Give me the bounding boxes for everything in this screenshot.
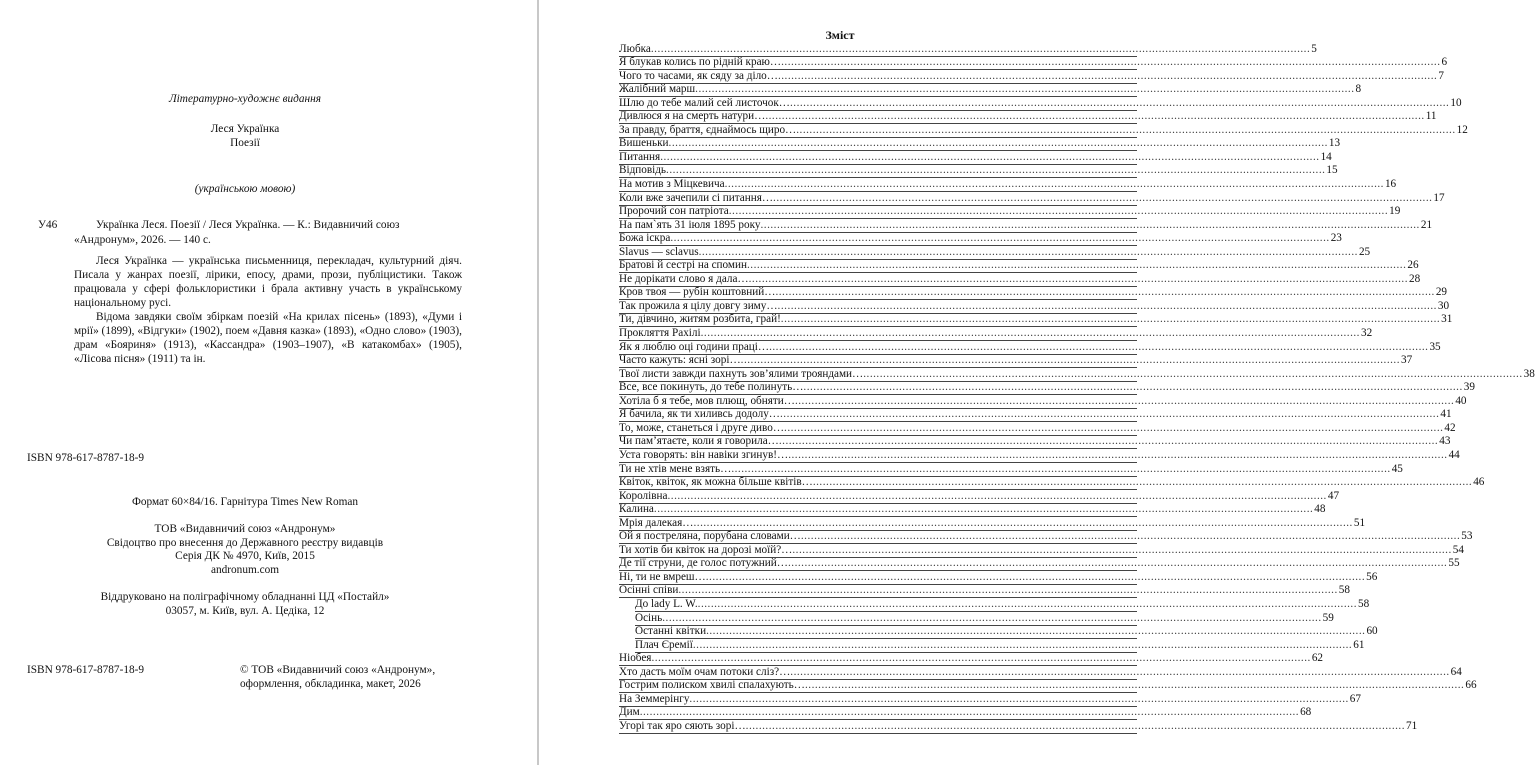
- toc-entry-title: Ти не хтів мене взять…: [619, 462, 732, 475]
- toc-entry-title: Чи пам’ятаєте, коли я говорила…: [619, 435, 779, 448]
- toc-entry: [619, 313, 1453, 328]
- toc-entry-title: Я бачила, як ти хиливсь додолу…: [619, 408, 780, 421]
- publisher-name: ТОВ «Видавничий союз «Андронум»: [154, 523, 336, 535]
- toc-entry-page: 16: [1384, 178, 1397, 191]
- toc-entry-title: До lady L. W.: [635, 597, 698, 610]
- toc-leader-dots: ........................................................................................................................................................................................................: [773, 191, 1433, 204]
- toc-entry: [619, 706, 1312, 721]
- book-language: (українською мовою): [194, 183, 296, 195]
- toc-entry: [619, 408, 1452, 423]
- toc-entry: [619, 516, 1366, 531]
- toc-leader-dots: ........................................................................................................................................................................................................: [693, 516, 1353, 529]
- annotation-paragraph-2: Відома завдяки своїм збіркам поезій «На крилах пісень» (1893), «Думи і мрії» (1899), «Відгуки» (1902), поем «Давня казка» (1893), «Одно слово» (1903), драм «Бояриня» (1913), «Кассандра» (1903–1907), «В катакомбах» (1905), «Лісова пісня» (1911) та ін.: [74, 311, 462, 365]
- toc-entry: [635, 597, 1370, 612]
- toc-entry-title: Дим: [619, 706, 640, 719]
- toc-entry: [619, 381, 1475, 396]
- toc-entry-page: 10: [1450, 96, 1462, 109]
- toc-entry-page: 44: [1448, 448, 1460, 461]
- toc-leader-dots: ........................................................................................................................................................................................................: [804, 679, 1465, 692]
- toc-entry: [619, 340, 1441, 355]
- toc-leader-dots: ........................................................................................................................................................................................................: [803, 381, 1463, 394]
- toc-entry: [619, 205, 1401, 220]
- toc-entry-page: 58: [1338, 584, 1350, 597]
- toc-entry-title: Останні квітки: [635, 625, 707, 638]
- catalog-line-1: Українка Леся. Поезії / Леся Українка. — К.: Видавничий союз: [96, 219, 400, 231]
- toc-entry-title: Дивлюся я на смерть натури…: [619, 110, 766, 123]
- toc-entry-title: Хотіла б я тебе, мов плющ, обняти…: [619, 394, 795, 407]
- toc-entry-page: 25: [1358, 245, 1371, 258]
- toc-leader-dots: ........................................................................................................................................................................................................: [670, 232, 1330, 245]
- toc-leader-dots: ........................................................................................................................................................................................................: [650, 42, 1311, 55]
- toc-leader-dots: ........................................................................................................................................................................................................: [700, 327, 1360, 340]
- toc-entry: [619, 394, 1467, 409]
- toc-leader-dots: ........................................................................................................................................................................................................: [794, 394, 1455, 407]
- toc-entry-page: 39: [1463, 381, 1475, 394]
- toc-leader-dots: ........................................................................................................................................................................................................: [698, 245, 1358, 258]
- toc-leader-dots: ........................................................................................................................................................................................................: [760, 218, 1420, 231]
- toc-entry-page: 5: [1311, 42, 1317, 55]
- toc-leader-dots: ........................................................................................................................................................................................................: [706, 625, 1366, 638]
- toc-entry: [619, 299, 1450, 314]
- toc-leader-dots: ........................................................................................................................................................................................................: [769, 340, 1429, 353]
- toc-entry-title: Вишеньки: [619, 137, 669, 150]
- toc-heading: Зміст: [825, 28, 855, 42]
- toc-entry-page: 71: [1406, 719, 1418, 732]
- toc-entry-title: Ти хотів би квіток на дорозі моїй?…: [619, 543, 793, 556]
- toc-leader-dots: ........................................................................................................................................................................................................: [660, 150, 1320, 163]
- copyright-line-1: © ТОВ «Видавничий союз «Андронум»,: [240, 664, 436, 676]
- toc-leader-dots: ........................................................................................................................................................................................................: [666, 164, 1326, 177]
- toc-entry-page: 62: [1311, 652, 1323, 665]
- toc-entry-title: Мрія далекая…: [619, 516, 694, 529]
- toc-entry-page: 38: [1523, 367, 1535, 380]
- edition-type: Літературно-художнє видання: [169, 93, 321, 105]
- toc-entry-title: Любка: [619, 42, 651, 55]
- toc-entry-page: 61: [1353, 638, 1365, 651]
- toc-entry-page: 54: [1452, 543, 1464, 556]
- toc-entry-page: 60: [1366, 625, 1378, 638]
- toc-entry-page: 32: [1360, 327, 1373, 340]
- toc-entry-page: 64: [1450, 665, 1462, 678]
- toc-entry-title: Жалібний марш: [619, 83, 696, 96]
- toc-leader-dots: ........................................................................................................................................................................................................: [692, 638, 1353, 651]
- toc-leader-dots: ........................................................................................................................................................................................................: [678, 584, 1338, 597]
- toc-entry: [619, 178, 1397, 192]
- toc-entry: [619, 123, 1468, 138]
- toc-entry-title: Slavus — sclavus: [619, 245, 699, 258]
- toc-entry-page: 42: [1444, 421, 1456, 434]
- annotation: [74, 254, 462, 366]
- toc-entry-page: 29: [1435, 286, 1448, 299]
- toc-leader-dots: ........................................................................................................................................................................................................: [777, 69, 1438, 82]
- toc-entry: [619, 543, 1464, 558]
- toc-leader-dots: ........................................................................................................................................................................................................: [724, 178, 1384, 191]
- toc-leader-dots: ........................................................................................................................................................................................................: [781, 56, 1441, 69]
- toc-entry-page: 19: [1389, 205, 1401, 218]
- toc-entry-page: 31: [1441, 313, 1453, 326]
- toc-entry: [619, 150, 1332, 165]
- toc-entry: [619, 137, 1341, 152]
- toc-leader-dots: ........................................................................................................................................................................................................: [651, 652, 1311, 665]
- toc-entry: [619, 232, 1342, 247]
- toc-entry: [619, 367, 1535, 382]
- toc-leader-dots: ........................................................................................................................................................................................................: [745, 719, 1406, 732]
- toc-entry: [619, 272, 1421, 287]
- catalog-line-2: «Андронум», 2026. — 140 с.: [74, 234, 211, 246]
- toc-list: [619, 42, 1535, 734]
- publisher-certificate: Свідоцтво про внесення до Державного реєстру видавців: [106, 537, 384, 549]
- toc-entry: [619, 476, 1485, 491]
- toc-entry-title: Хто дасть моїм очам потоки сліз?…: [619, 665, 791, 678]
- toc-entry-page: 59: [1322, 611, 1334, 624]
- toc-entry-title: Питання: [619, 150, 661, 163]
- toc-entry: [619, 530, 1473, 545]
- imprint-page: [0, 0, 537, 765]
- toc-entry-title: Не дорікати слово я дала…: [619, 272, 749, 285]
- toc-entry-title: Як я люблю оці години праці…: [619, 340, 770, 353]
- toc-leader-dots: ........................................................................................................................................................................................................: [789, 96, 1450, 109]
- toc-leader-dots: ........................................................................................................................................................................................................: [667, 489, 1327, 502]
- toc-entry-title: Так прожила я цілу довгу зиму…: [619, 299, 778, 312]
- toc-entry-page: 56: [1366, 570, 1378, 583]
- toc-entry: [619, 83, 1362, 98]
- toc-entry: [619, 110, 1437, 125]
- printed-line-2: 03057, м. Київ, вул. А. Цедіка, 12: [165, 605, 325, 617]
- toc-leader-dots: ........................................................................................................................................................................................................: [777, 299, 1437, 312]
- toc-entry: [619, 692, 1361, 707]
- toc-leader-dots: ........................................................................................................................................................................................................: [705, 570, 1366, 583]
- toc-entry-title: Де тії струни, де голос потужний…: [619, 557, 788, 570]
- toc-leader-dots: ........................................................................................................................................................................................................: [779, 408, 1440, 421]
- toc-entry-page: 47: [1327, 489, 1340, 502]
- toc-entry: [619, 69, 1444, 84]
- toc-leader-dots: ........................................................................................................................................................................................................: [863, 367, 1523, 380]
- toc-entry: [619, 286, 1448, 301]
- toc-entry-page: 67: [1349, 692, 1361, 705]
- toc-leader-dots: ........................................................................................................................................................................................................: [668, 137, 1328, 150]
- toc-entry-title: То, може, станеться і друге диво…: [619, 421, 785, 434]
- toc-entry-title: Ой я постреляна, порубана словами…: [619, 530, 801, 543]
- toc-entry-title: Пророчий сон патріота: [619, 205, 729, 218]
- toc-entry-page: 55: [1448, 557, 1460, 570]
- toc-entry-title: Ти, дівчино, житям розбита, грай!: [619, 313, 781, 326]
- toc-entry: [619, 259, 1419, 274]
- toc-entry: [619, 191, 1445, 206]
- book-author: Леся Українка: [210, 123, 280, 135]
- toc-entry-title: Прокляття Рахілі: [619, 327, 701, 340]
- toc-entry-title: Калина: [619, 503, 654, 516]
- toc-leader-dots: ........................................................................................................................................................................................................: [653, 503, 1314, 516]
- toc-entry-title: Все, все покинуть, до тебе полинуть…: [619, 381, 804, 394]
- toc-entry-title: Чого то часами, як сяду за діло…: [619, 69, 778, 82]
- toc-entry-title: Королівна: [619, 489, 668, 502]
- toc-entry-page: 21: [1420, 218, 1433, 231]
- toc-leader-dots: ........................................................................................................................................................................................................: [780, 313, 1441, 326]
- toc-entry-page: 37: [1401, 354, 1413, 367]
- toc-entry-title: За правду, браття, єднаймось щиро…: [619, 123, 797, 136]
- toc-entry: [635, 611, 1334, 626]
- toc-entry-title: Братові й сестрі на спомин: [619, 259, 747, 272]
- printed-line-1: Віддруковано на поліграфічному обладнанні ЦД «Постайл»: [100, 591, 390, 603]
- toc-leader-dots: ........................................................................................................................................................................................................: [746, 259, 1407, 272]
- toc-entry-title: Твої листи завжди пахнуть зов’ялими трояндами…: [619, 367, 864, 380]
- toc-entry: [619, 448, 1460, 463]
- toc-entry: [619, 327, 1373, 341]
- toc-entry: [619, 421, 1456, 436]
- toc-entry-page: 43: [1439, 435, 1451, 448]
- toc-entry: [619, 164, 1338, 179]
- toc-entry: [619, 96, 1462, 111]
- toc-leader-dots: ........................................................................................................................................................................................................: [697, 597, 1358, 610]
- toc-entry-title: Ніобея: [619, 652, 652, 665]
- toc-entry-page: 53: [1461, 530, 1473, 543]
- toc-entry-page: 51: [1353, 516, 1366, 529]
- toc-leader-dots: ........................................................................................................................................................................................................: [790, 665, 1450, 678]
- toc-entry-page: 66: [1465, 679, 1477, 692]
- toc-entry-page: 68: [1300, 706, 1312, 719]
- toc-leader-dots: ........................................................................................................................................................................................................: [662, 611, 1322, 624]
- toc-entry-page: 40: [1455, 394, 1467, 407]
- catalog-code: У46: [38, 219, 58, 231]
- toc-leader-dots: ........................................................................................................................................................................................................: [778, 435, 1439, 448]
- toc-leader-dots: ........................................................................................................................................................................................................: [695, 83, 1355, 96]
- toc-leader-dots: ........................................................................................................................................................................................................: [784, 421, 1444, 434]
- toc-leader-dots: ........................................................................................................................................................................................................: [796, 123, 1456, 136]
- toc-entry-page: 15: [1326, 164, 1338, 177]
- toc-entry: [619, 652, 1323, 667]
- toc-entry: [619, 435, 1451, 450]
- toc-entry-page: 30: [1437, 299, 1450, 312]
- toc-entry: [635, 638, 1365, 653]
- toc-entry-title: Коли вже зачепили сі питання…: [619, 191, 774, 204]
- toc-entry: [619, 218, 1433, 233]
- toc-entry-title: Осінь: [635, 611, 663, 624]
- toc-entry-page: 11: [1425, 110, 1437, 123]
- toc-leader-dots: ........................................................................................................................................................................................................: [800, 530, 1461, 543]
- format-line: Формат 60×84/16. Гарнітура Times New Roman: [131, 496, 359, 508]
- publisher-site: andronum.com: [210, 564, 280, 576]
- toc-entry-page: 17: [1433, 191, 1445, 204]
- toc-leader-dots: ........................................................................................................................................................................................................: [748, 272, 1408, 285]
- toc-leader-dots: ........................................................................................................................................................................................................: [731, 462, 1391, 475]
- toc-entry-page: 58: [1358, 597, 1370, 610]
- toc-entry: [619, 570, 1378, 585]
- toc-entry-page: 26: [1407, 259, 1419, 272]
- toc-leader-dots: ........................................................................................................................................................................................................: [787, 557, 1448, 570]
- toc-entry-title: Шлю до тебе малий сей листочок…: [619, 96, 790, 109]
- toc-entry: [619, 679, 1477, 694]
- toc-entry: [635, 625, 1378, 640]
- toc-entry-title: Осінні співи: [619, 584, 679, 597]
- toc-entry-page: 23: [1330, 232, 1342, 245]
- toc-leader-dots: ........................................................................................................................................................................................................: [792, 543, 1452, 556]
- toc-leader-dots: ........................................................................................................................................................................................................: [728, 205, 1389, 218]
- toc-entry-title: На пам`ять 31 іюля 1895 року: [619, 218, 761, 231]
- toc-entry-page: 45: [1391, 462, 1403, 475]
- book-title: Поезії: [230, 137, 260, 149]
- toc-entry: [619, 56, 1448, 71]
- toc-entry-page: 6: [1441, 56, 1448, 69]
- isbn-bottom: ISBN 978-617-8787-18-9: [27, 664, 145, 676]
- toc-entry-title: Плач Єремії: [635, 638, 693, 651]
- annotation-paragraph-1: Леся Українка — українська письменниця, перекладач, культурний діяч. Писала у жанрах поезії, лірики, епосу, драми, прози, публіцистики. Також працювала у сфері фольклористики і брала активну участь в українському національному русі.: [74, 255, 462, 309]
- publisher-series: Серія ДК № 4970, Київ, 2015: [175, 550, 315, 562]
- toc-entry-title: Відповідь: [619, 164, 667, 177]
- toc-entry-page: 14: [1320, 150, 1332, 163]
- toc-leader-dots: ........................................................................................................................................................................................................: [740, 354, 1401, 367]
- toc-entry-page: 48: [1314, 503, 1326, 516]
- toc-entry-page: 46: [1473, 476, 1485, 489]
- toc-entry-title: Божа іскра: [619, 232, 671, 245]
- toc-entry-page: 35: [1429, 340, 1441, 353]
- toc-entry: [619, 665, 1462, 680]
- toc-entry-title: На Земмерінгу: [619, 692, 690, 705]
- toc-entry-page: 12: [1456, 123, 1468, 136]
- toc-entry-page: 28: [1409, 272, 1421, 285]
- toc-entry-title: Кров твоя — рубін коштовний…: [619, 286, 776, 299]
- toc-entry-title: Квіток, квіток, як можна більше квітів…: [619, 476, 813, 489]
- toc-entry: [619, 503, 1326, 518]
- isbn-top: ISBN 978-617-8787-18-9: [27, 452, 145, 464]
- toc-entry-page: 7: [1438, 69, 1444, 82]
- toc-entry-title: Ні, ти не вмреш…: [619, 570, 706, 583]
- toc-entry-title: Я блукав колись по рідній краю…: [619, 56, 782, 69]
- toc-leader-dots: ........................................................................................................................................................................................................: [788, 448, 1448, 461]
- toc-entry-page: 8: [1355, 83, 1362, 96]
- toc-entry: [619, 42, 1317, 57]
- toc-entry: [619, 584, 1350, 599]
- toc-entry: [619, 489, 1340, 504]
- toc-entry-title: Гострим полиском хвилі спалахують…: [619, 679, 805, 692]
- copyright-line-2: оформлення, обкладинка, макет, 2026: [240, 678, 421, 690]
- toc-entry-title: Часто кажуть: ясні зорі…: [619, 354, 741, 367]
- toc-entry-title: На мотив з Міцкевича: [619, 178, 725, 191]
- toc-entry-page: 13: [1328, 137, 1341, 150]
- toc-entry: [619, 462, 1403, 477]
- toc-entry: [619, 354, 1413, 369]
- toc-leader-dots: ........................................................................................................................................................................................................: [639, 706, 1300, 719]
- contents-page: [539, 0, 1535, 765]
- toc-leader-dots: ........................................................................................................................................................................................................: [812, 476, 1473, 489]
- toc-entry: [619, 245, 1371, 260]
- toc-entry-title: Уста говорять: він навіки згинув!…: [619, 448, 789, 461]
- toc-leader-dots: ........................................................................................................................................................................................................: [765, 110, 1425, 123]
- toc-leader-dots: ........................................................................................................................................................................................................: [689, 692, 1349, 705]
- toc-entry-page: 41: [1440, 408, 1452, 421]
- toc-entry: [619, 719, 1418, 734]
- toc-leader-dots: ........................................................................................................................................................................................................: [775, 286, 1435, 299]
- toc-entry-title: Угорі так яро сяють зорі…: [619, 719, 746, 732]
- toc-entry: [619, 557, 1460, 572]
